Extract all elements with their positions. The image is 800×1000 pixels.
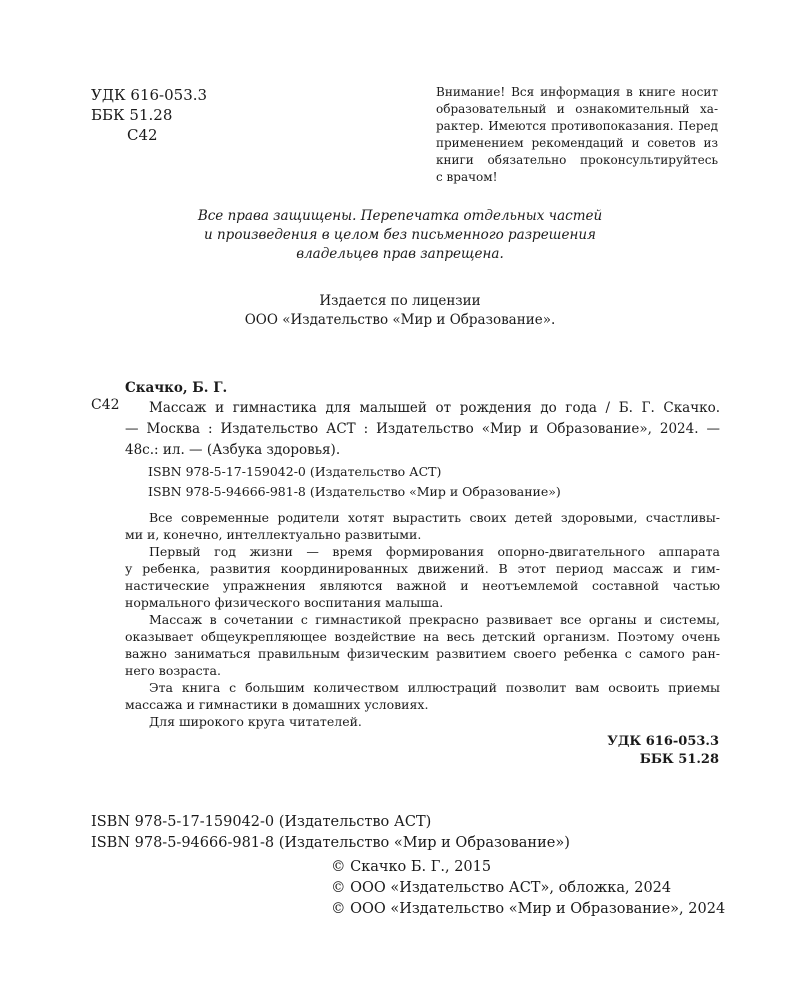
- copyright-line: © ООО «Издательство «Мир и Образование», 2024: [331, 901, 726, 917]
- footer-isbn-line: ISBN 978-5-94666-981-8 (Издательство «Мир и Образование»): [91, 835, 570, 851]
- annotation-line: массажа и гимнастики в домашних условиях.: [125, 697, 429, 712]
- warning-line: рактер. Имеются противопоказания. Перед: [436, 119, 718, 133]
- footer-isbn-line: ISBN 978-5-17-159042-0 (Издательство АСТ): [91, 814, 432, 830]
- license-line: Издается по лицензии: [319, 293, 481, 309]
- annotation-line: настические упражнения являются важной и неотъемлемой составной частью: [125, 578, 720, 593]
- copyright-line: © Скачко Б. Г., 2015: [331, 859, 492, 875]
- annotation-line: Массаж в сочетании с гимнастикой прекрасно развивает все органы и системы,: [149, 612, 720, 627]
- rights-line: владельцев прав запрещена.: [296, 246, 504, 262]
- warning-line: с врачом!: [436, 170, 498, 184]
- annotation-line: Для широкого круга читателей.: [149, 714, 362, 729]
- annotation-line: ми и, конечно, интеллектуально развитыми.: [125, 527, 422, 542]
- warning-notice: [436, 84, 718, 186]
- isbn-list: [148, 462, 561, 502]
- warning-line: книги обязательно проконсультируйтесь: [436, 153, 718, 167]
- rights-line: и произведения в целом без письменного разрешения: [204, 227, 596, 243]
- footer-udk: УДК 616-053.3: [607, 734, 719, 749]
- biblio-line: Массаж и гимнастика для малышей от рождения до года / Б. Г. Скачко.: [149, 400, 720, 416]
- annotation-line: Все современные родители хотят вырастить своих детей здоровыми, счастливы-: [149, 510, 720, 525]
- author-code: С42: [127, 126, 158, 144]
- biblio-line: 48с.: ил. — (Азбука здоровья).: [125, 442, 341, 458]
- classification-block: [91, 85, 207, 145]
- footer-classification: [607, 733, 719, 769]
- isbn-line: ISBN 978-5-17-159042-0 (Издательство АСТ): [148, 464, 442, 479]
- footer-bbk: ББК 51.28: [639, 752, 719, 767]
- footer-isbn-list: [91, 812, 570, 854]
- license-notice: [150, 292, 650, 330]
- copyright-line: © ООО «Издательство АСТ», обложка, 2024: [331, 880, 672, 896]
- bbk-code: ББК 51.28: [91, 106, 173, 124]
- rights-line: Все права защищены. Перепечатка отдельных частей: [197, 208, 603, 224]
- bibliographic-description: [125, 398, 720, 461]
- biblio-line: — Москва : Издательство АСТ : Издательство «Мир и Образование», 2024. —: [125, 421, 720, 437]
- annotation-line: Эта книга с большим количеством иллюстраций позволит вам освоить приемы: [149, 680, 720, 695]
- annotation-line: важно заниматься правильным физическим развитием своего ребенка с самого ран-: [125, 646, 720, 661]
- author-name: Скачко, Б. Г.: [125, 380, 228, 396]
- isbn-line: ISBN 978-5-94666-981-8 (Издательство «Мир и Образование»): [148, 484, 561, 499]
- warning-line: Внимание! Вся информация в книге носит: [436, 85, 718, 99]
- annotation-line: него возраста.: [125, 663, 221, 678]
- warning-line: применением рекомендаций и советов из: [436, 136, 718, 150]
- copyright-list: [331, 857, 725, 920]
- annotation-line: у ребенка, развития координированных движений. В этот период массаж и гим-: [125, 561, 720, 576]
- udk-code: УДК 616-053.3: [91, 86, 208, 104]
- annotation-line: нормального физического воспитания малыша.: [125, 595, 444, 610]
- annotation-line: Первый год жизни — время формирования опорно-двигательного аппарата: [149, 544, 720, 559]
- warning-line: образовательный и ознакомительный ха-: [436, 102, 718, 116]
- catalog-code: С42: [91, 397, 120, 413]
- annotation-line: оказывает общеукрепляющее воздействие на весь детский организм. Поэтому очень: [125, 629, 720, 644]
- rights-notice: [150, 207, 650, 264]
- annotation: [125, 509, 720, 730]
- license-line: ООО «Издательство «Мир и Образование».: [244, 312, 556, 328]
